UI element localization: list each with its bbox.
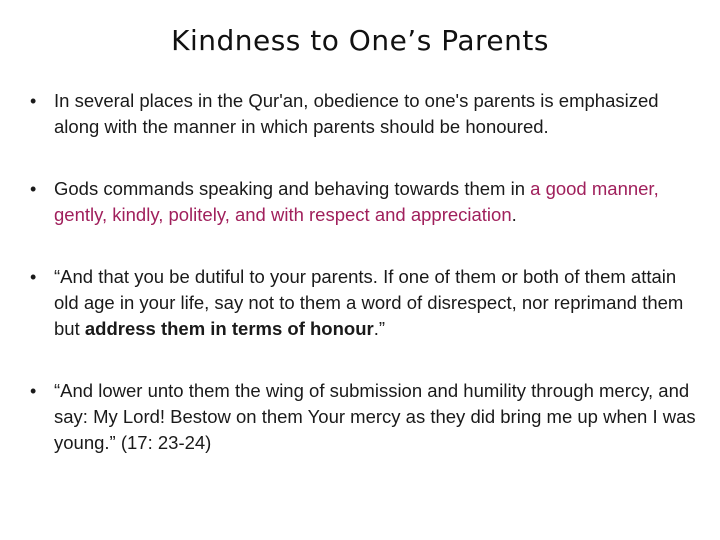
bullet-text: In several places in the Qur'an, obedience to one's parents is emphasized along with the manner in which parents should be honoured. <box>54 90 659 137</box>
bold-text: address them in terms of honour <box>84 318 374 339</box>
bullet-item <box>30 264 705 342</box>
bullet-item <box>30 176 705 228</box>
bullet-text-end: .” <box>373 318 386 339</box>
bullet-text: “And that you be dutiful to your parents. If one of them or both of them attain old age in your life, say not to them a word of disrespect, nor reprimand them but <box>54 266 684 339</box>
bullet-text: “And lower unto them the wing of submission and humility through mercy, and say: My Lord! Bestow on them Your mercy as they did bring me up when I was young.” (17: 23-24) <box>54 380 696 453</box>
bullet-item <box>30 378 705 456</box>
bullet-list <box>30 88 705 492</box>
slide-title: Kindness to One’s Parents <box>171 24 549 57</box>
bullet-item <box>30 88 705 140</box>
bullet-text: Gods commands speaking and behaving towards them in <box>54 178 531 199</box>
bullet-text-end: . <box>511 204 517 225</box>
highlighted-text: a good manner, gently, kindly, politely, and with respect and appreciation <box>54 178 659 225</box>
